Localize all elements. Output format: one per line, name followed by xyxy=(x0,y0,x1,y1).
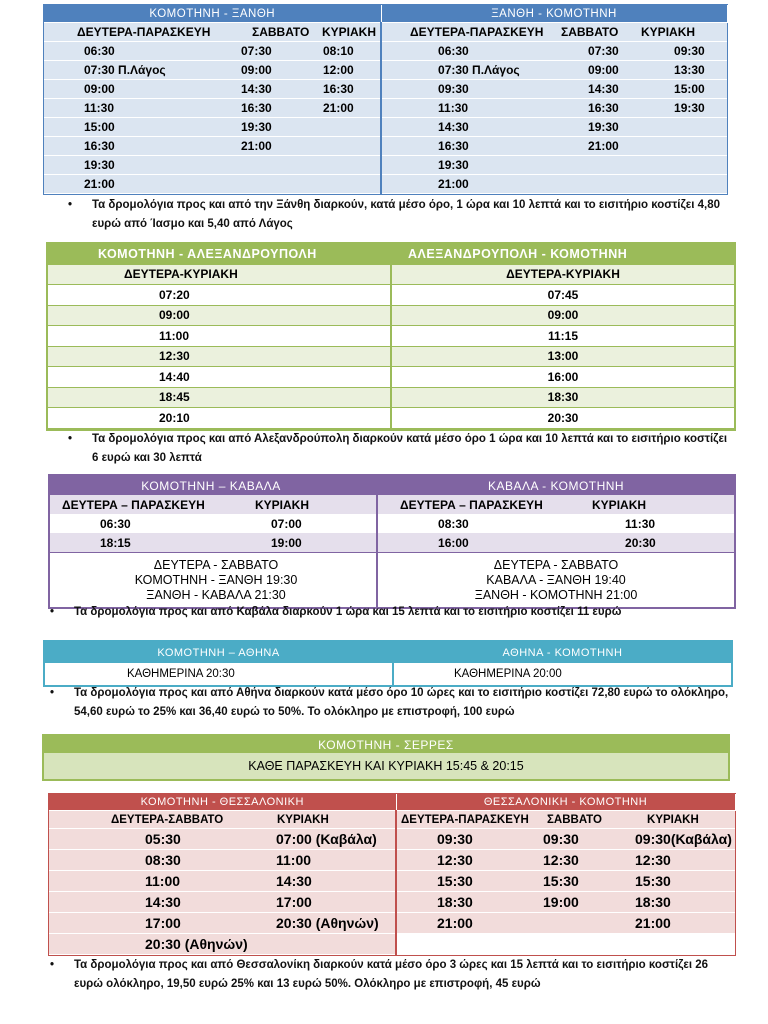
kavala-right-sunday: 20:30 xyxy=(592,533,734,553)
athens-right-title: ΑΘΗΝΑ - ΚΟΜΟΤΗΝΗ xyxy=(393,642,731,663)
thess-left-weekday: 08:30 xyxy=(49,850,164,871)
alex-col-right: ΔΕΥΤΕΡΑ-ΚΥΡΙΑΚΗ xyxy=(391,264,734,285)
xanthi-right-weekday: 16:30 xyxy=(381,137,528,156)
xanthi-left-weekday: 15:00 xyxy=(44,118,147,137)
thess-right-weekday: 15:30 xyxy=(396,871,543,892)
thess-right-title: ΘΕΣΣΑΛΟΝΙΚΗ - ΚΟΜΟΤΗΝΗ xyxy=(396,794,735,811)
xanthi-right-sunday: 13:30 xyxy=(629,61,727,80)
xanthi-right-saturday: 14:30 xyxy=(528,80,629,99)
xanthi-left-weekday: 11:30 xyxy=(44,99,147,118)
serres-value: ΚΑΘΕ ΠΑΡΑΣΚΕΥΗ ΚΑΙ ΚΥΡΙΑΚΗ 15:45 & 20:15 xyxy=(44,753,728,779)
xanthi-left-sunday: 16:30 xyxy=(251,80,381,99)
xanthi-col-weekday-r: ΔΕΥΤΕΡΑ-ΠΑΡΑΣΚΕΥΗ xyxy=(381,23,629,42)
xanthi-right-saturday: 16:30 xyxy=(528,99,629,118)
kavala-col-weekday-r: ΔΕΥΤΕΡΑ – ΠΑΡΑΣΚΕΥΗ xyxy=(377,495,592,514)
alex-right-title: ΑΛΕΞΑΝΔΡΟΥΠΟΛΗ - ΚΟΜΟΤΗΝΗ xyxy=(391,244,734,264)
xanthi-right-sunday: 19:30 xyxy=(629,99,727,118)
xanthi-right-saturday: 09:00 xyxy=(528,61,629,80)
thess-left-weekday: 05:30 xyxy=(49,829,164,850)
table-row xyxy=(48,305,734,326)
xanthi-right-weekday: 19:30 xyxy=(381,156,528,175)
table-row xyxy=(44,137,727,156)
thess-right-weekday: 12:30 xyxy=(396,850,543,871)
thess-timetable xyxy=(48,793,736,956)
thess-col-sunday: ΚΥΡΙΑΚΗ xyxy=(631,811,735,829)
xanthi-right-sunday xyxy=(629,156,727,175)
kavala-left-extra: ΔΕΥΤΕΡΑ - ΣΑΒΒΑΤΟ ΚΟΜΟΤΗΝΗ - ΞΑΝΘΗ 19:30 ΞΑΝΘΗ - ΚΑΒΑΛΑ 21:30 xyxy=(50,553,372,608)
table-row xyxy=(49,829,735,850)
thess-right-sunday: 12:30 xyxy=(631,850,735,871)
table-row xyxy=(50,514,734,533)
xanthi-left-saturday xyxy=(147,156,251,175)
xanthi-left-weekday: 07:30 Π.Λάγος xyxy=(44,61,147,80)
kavala-right-weekday: 16:00 xyxy=(377,533,592,553)
thess-right-sunday: 18:30 xyxy=(631,892,735,913)
table-row xyxy=(48,387,734,408)
thess-right-sunday: 21:00 xyxy=(631,913,735,934)
alex-timetable xyxy=(46,242,736,431)
table-row xyxy=(44,61,727,80)
thess-note: • Τα δρομολόγια προς και από Θεσσαλονίκη διαρκούν κατά μέσο όρο 3 ώρες και 15 λεπτά και το εισιτήριο κοστίζει 26 ευρώ ολόκληρο, 19,50 ευρώ 25% και 13 ευρώ 50%. Ολόκληρο με επιστροφή, 45 ευρώ xyxy=(50,959,709,990)
table-row xyxy=(48,408,734,429)
thess-right-saturday: 09:30 xyxy=(543,829,631,850)
xanthi-right-weekday: 21:00 xyxy=(381,175,528,194)
xanthi-left-title: ΚΟΜΟΤΗΝΗ - ΞΑΝΘΗ xyxy=(44,5,381,23)
xanthi-left-sunday xyxy=(251,156,381,175)
serres-title: ΚΟΜΟΤΗΝΗ - ΣΕΡΡΕΣ xyxy=(44,736,728,753)
xanthi-left-saturday: 09:00 xyxy=(147,61,251,80)
thess-left-weekday: 11:00 xyxy=(49,871,164,892)
kavala-col-sunday-r: ΚΥΡΙΑΚΗ xyxy=(592,495,734,514)
xanthi-left-sunday: 08:10 xyxy=(251,42,381,61)
kavala-col-sunday: ΚΥΡΙΑΚΗ xyxy=(255,495,372,514)
xanthi-left-weekday: 19:30 xyxy=(44,156,147,175)
alex-col-left: ΔΕΥΤΕΡΑ-ΚΥΡΙΑΚΗ xyxy=(48,264,391,285)
xanthi-left-saturday: 16:30 xyxy=(147,99,251,118)
serres-timetable xyxy=(42,734,730,781)
alex-note: • Τα δρομολόγια προς και από Αλεξανδρούπολη διαρκούν κατά μέσο όρο 1 ώρα και 10 λεπτά και το εισιτήριο κοστίζει 6 ευρώ και 30 λεπτά xyxy=(68,433,728,464)
xanthi-right-sunday xyxy=(629,175,727,194)
thess-right-empty xyxy=(396,934,735,955)
kavala-left-title: ΚΟΜΟΤΗΝΗ – ΚΑΒΑΛΑ xyxy=(50,476,372,495)
xanthi-note: • Τα δρομολόγια προς και από την Ξάνθη διαρκούν, κατά μέσο όρο, 1 ώρα και 10 λεπτά και το εισιτήριο κοστίζει 4,80 ευρώ από Ίασμο και 5,40 από Λάγος xyxy=(68,199,721,230)
alex-right-time: 16:00 xyxy=(391,367,734,388)
xanthi-right-saturday: 21:00 xyxy=(528,137,629,156)
alex-left-time: 12:30 xyxy=(48,346,391,367)
kavala-left-sunday: 19:00 xyxy=(255,533,372,553)
thess-left-weekday: 17:00 xyxy=(49,913,164,934)
athens-timetable xyxy=(43,640,733,687)
thess-left-sunday: 20:30 (Αθηνών) xyxy=(164,913,396,934)
xanthi-left-weekday: 16:30 xyxy=(44,137,147,156)
athens-right-value: ΚΑΘΗΜΕΡΙΝΑ 20:00 xyxy=(454,668,562,680)
xanthi-left-weekday: 21:00 xyxy=(44,175,147,194)
table-row xyxy=(44,80,727,99)
xanthi-left-sunday: 21:00 xyxy=(251,99,381,118)
alex-right-time: 11:15 xyxy=(391,326,734,347)
alex-right-time: 09:00 xyxy=(391,305,734,326)
xanthi-left-saturday: 21:00 xyxy=(147,137,251,156)
thess-left-sunday: 17:00 xyxy=(164,892,396,913)
table-row xyxy=(50,533,734,553)
xanthi-left-sunday: 12:00 xyxy=(251,61,381,80)
kavala-right-sunday: 11:30 xyxy=(592,514,734,533)
thess-col-weekday: ΔΕΥΤΕΡΑ-ΠΑΡΑΣΚΕΥΗ xyxy=(396,811,543,829)
table-row xyxy=(49,913,735,934)
xanthi-left-saturday: 07:30 xyxy=(147,42,251,61)
table-row xyxy=(44,42,727,61)
alex-left-time: 18:45 xyxy=(48,387,391,408)
xanthi-left-saturday xyxy=(147,175,251,194)
table-row xyxy=(48,326,734,347)
table-row xyxy=(44,156,727,175)
xanthi-right-weekday: 06:30 xyxy=(381,42,528,61)
thess-right-sunday: 15:30 xyxy=(631,871,735,892)
kavala-left-weekday: 18:15 xyxy=(50,533,255,553)
table-row xyxy=(44,175,727,194)
table-row xyxy=(48,346,734,367)
xanthi-right-saturday: 07:30 xyxy=(528,42,629,61)
thess-right-saturday: 15:30 xyxy=(543,871,631,892)
table-row xyxy=(44,99,727,118)
xanthi-left-saturday: 19:30 xyxy=(147,118,251,137)
table-row xyxy=(49,850,735,871)
table-row xyxy=(44,118,727,137)
xanthi-col-weekday: ΔΕΥΤΕΡΑ-ΠΑΡΑΣΚΕΥΗ xyxy=(44,23,251,42)
kavala-left-sunday: 07:00 xyxy=(255,514,372,533)
thess-right-saturday: 19:00 xyxy=(543,892,631,913)
thess-left-title: ΚΟΜΟΤΗΝΗ - ΘΕΣΣΑΛΟΝΙΚΗ xyxy=(49,794,396,811)
alex-left-time: 09:00 xyxy=(48,305,391,326)
xanthi-right-sunday: 15:00 xyxy=(629,80,727,99)
xanthi-right-saturday xyxy=(528,156,629,175)
thess-right-weekday: 18:30 xyxy=(396,892,543,913)
thess-right-saturday: 12:30 xyxy=(543,850,631,871)
xanthi-right-sunday xyxy=(629,137,727,156)
table-row xyxy=(48,285,734,306)
xanthi-right-saturday: 19:30 xyxy=(528,118,629,137)
kavala-left-weekday: 06:30 xyxy=(50,514,255,533)
thess-left-weekday: 14:30 xyxy=(49,892,164,913)
xanthi-right-weekday: 07:30 Π.Λάγος xyxy=(381,61,528,80)
thess-right-saturday xyxy=(543,913,631,934)
xanthi-right-weekday: 09:30 xyxy=(381,80,528,99)
xanthi-left-weekday: 09:00 xyxy=(44,80,147,99)
xanthi-right-sunday xyxy=(629,118,727,137)
alex-right-time: 13:00 xyxy=(391,346,734,367)
xanthi-right-saturday xyxy=(528,175,629,194)
alex-left-time: 20:10 xyxy=(48,408,391,429)
thess-right-weekday: 09:30 xyxy=(396,829,543,850)
xanthi-left-saturday: 14:30 xyxy=(147,80,251,99)
kavala-right-weekday: 08:30 xyxy=(377,514,592,533)
xanthi-col-sat-sun-r: ΣΑΒΒΑΤΟ ΚΥΡΙΑΚΗ xyxy=(629,23,727,42)
thess-right-weekday: 21:00 xyxy=(396,913,543,934)
thess-left-sunday: 14:30 xyxy=(164,871,396,892)
thess-left-sunday: 11:00 xyxy=(164,850,396,871)
athens-note: • Τα δρομολόγια προς και από Αθήνα διαρκούν κατά μέσο όρο 10 ώρες και το εισιτήριο κοστίζει 72,80 ευρώ το ολόκληρο, 54,60 ευρώ το 25% και 36,40 ευρώ το 50%. Το ολόκληρο με επιστροφή, 100 ευρώ xyxy=(50,687,729,718)
thess-left-extra: 20:30 (Αθηνών) xyxy=(49,934,396,955)
thess-col-saturday: ΣΑΒΒΑΤΟ xyxy=(543,811,631,829)
kavala-note: • Τα δρομολόγια προς και από Καβάλα διαρκούν 1 ώρα και 15 λεπτά και το εισιτήριο κοστίζει 11 ευρώ xyxy=(50,606,622,618)
thess-right-sunday: 09:30(Καβάλα) xyxy=(631,829,735,850)
table-row xyxy=(48,367,734,388)
xanthi-col-sat-sun: ΣΑΒΒΑΤΟ ΚΥΡΙΑΚΗ xyxy=(251,23,381,42)
xanthi-right-weekday: 14:30 xyxy=(381,118,528,137)
thess-left-sunday: 07:00 (Καβάλα) xyxy=(164,829,396,850)
xanthi-right-sunday: 09:30 xyxy=(629,42,727,61)
xanthi-left-sunday xyxy=(251,175,381,194)
thess-left-cols: ΔΕΥΤΕΡΑ-ΣΑΒΒΑΤΟ ΚΥΡΙΑΚΗ xyxy=(49,811,396,829)
athens-left-title: ΚΟΜΟΤΗΝΗ – ΑΘΗΝΑ xyxy=(45,642,393,663)
table-row xyxy=(49,871,735,892)
kavala-right-title: ΚΑΒΑΛΑ - ΚΟΜΟΤΗΝΗ xyxy=(377,476,734,495)
kavala-right-extra: ΔΕΥΤΕΡΑ - ΣΑΒΒΑΤΟ ΚΑΒΑΛΑ - ΞΑΝΘΗ 19:40 ΞΑΝΘΗ - ΚΟΜΟΤΗΝΗ 21:00 xyxy=(377,553,734,608)
alex-right-time: 18:30 xyxy=(391,387,734,408)
xanthi-left-weekday: 06:30 xyxy=(44,42,147,61)
xanthi-right-weekday: 11:30 xyxy=(381,99,528,118)
kavala-timetable xyxy=(48,474,736,609)
alex-left-time: 07:20 xyxy=(48,285,391,306)
alex-right-time: 20:30 xyxy=(391,408,734,429)
xanthi-right-title: ΞΑΝΘΗ - ΚΟΜΟΤΗΝΗ xyxy=(381,5,727,23)
alex-right-time: 07:45 xyxy=(391,285,734,306)
table-row xyxy=(49,892,735,913)
athens-left-value: ΚΑΘΗΜΕΡΙΝΑ 20:30 xyxy=(45,663,393,685)
table-row xyxy=(49,934,735,955)
kavala-col-weekday: ΔΕΥΤΕΡΑ – ΠΑΡΑΣΚΕΥΗ xyxy=(50,495,255,514)
alex-left-time: 14:40 xyxy=(48,367,391,388)
alex-left-title: ΚΟΜΟΤΗΝΗ - ΑΛΕΞΑΝΔΡΟΥΠΟΛΗ xyxy=(48,244,391,264)
alex-left-time: 11:00 xyxy=(48,326,391,347)
xanthi-timetable xyxy=(43,4,728,195)
